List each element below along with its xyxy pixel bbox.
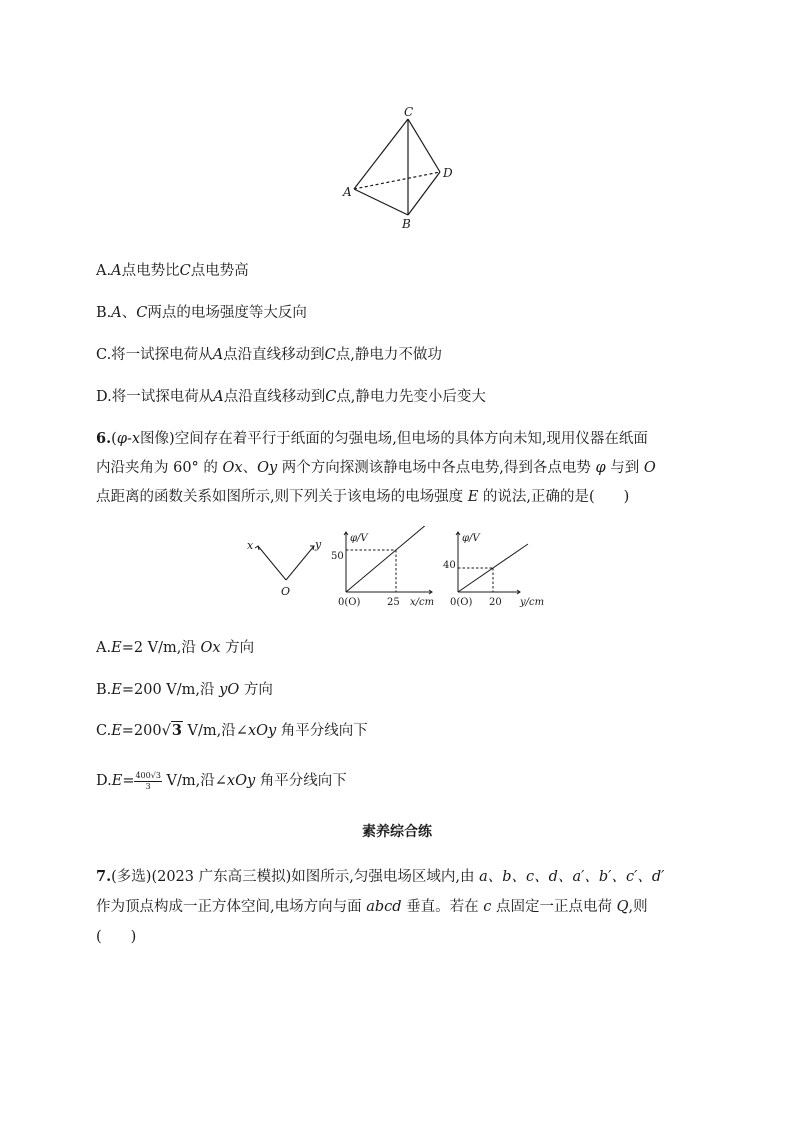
q6-stem-line3: 点距离的函数关系如图所示,则下列关于该电场的电场强度 E 的说法,正确的是( ) <box>96 489 630 505</box>
phi-y-graph <box>440 526 552 610</box>
q5-option-a: A.A点电势比C点电势高 <box>96 263 249 279</box>
q6-stem-line1: 6.(φ-x图像)空间存在着平行于纸面的匀强电场,但电场的具体方向未知,现用仪器在纸面 <box>96 430 648 447</box>
vertex-b-label: B <box>402 217 411 231</box>
graph2-ylabel: φ/V <box>462 533 480 544</box>
ox-arrow <box>255 546 259 550</box>
graph1-ytick-label: 50 <box>331 551 344 562</box>
y-axis-label: y <box>315 538 322 551</box>
q5-option-c: C.将一试探电荷从A点沿直线移动到C点,静电力不做功 <box>96 347 442 363</box>
graph1-origin-label: 0(O) <box>338 597 361 608</box>
edge-bd <box>408 172 440 215</box>
section-title: 素养综合练 <box>362 824 432 840</box>
graph1-ylabel: φ/V <box>350 533 368 544</box>
graph2-xlabel: y/cm <box>520 597 545 608</box>
q6-option-d: D.E= $\frac{400√3}{3}$ V/m,沿∠xOy 角平分线向下 <box>96 770 347 791</box>
oy-axis <box>286 546 314 580</box>
q6-stem-line2: 内沿夹角为 60° 的 Ox、Oy 两个方向探测该静电场中各点电势,得到各点电势 φ 与到 O <box>96 460 656 476</box>
q6-option-c: C.E=200√3 V/m,沿∠xOy 角平分线向下 <box>96 722 368 739</box>
ox-axis <box>258 546 286 580</box>
q5-option-b: B.A、C两点的电场强度等大反向 <box>96 305 307 321</box>
phi-x-graph <box>328 526 440 610</box>
q6-option-a: A.E=2 V/m,沿 Ox 方向 <box>96 640 255 656</box>
fraction-numerator: 400√3 <box>135 770 161 780</box>
sqrt-symbol: √ <box>161 723 171 739</box>
fraction-denominator: 3 <box>145 781 151 791</box>
edge-ad-hidden <box>354 172 440 189</box>
edge-ca <box>354 119 408 189</box>
vertex-c-label: C <box>404 105 414 119</box>
edge-cd <box>408 119 440 172</box>
q7-stem-line2: 作为顶点构成一正方体空间,电场方向与面 abcd 垂直。若在 c 点固定一正点电荷 Q,则 <box>96 899 648 915</box>
sqrt-radicand: 3 <box>171 722 182 739</box>
graph1-xlabel: x/cm <box>410 597 435 608</box>
vertex-d-label: D <box>443 166 453 180</box>
fraction <box>134 771 161 792</box>
vertex-a-label: A <box>343 185 352 199</box>
graph2-ytick-label: 40 <box>443 560 456 571</box>
origin-label: O <box>281 585 291 598</box>
q6-option-b: B.E=200 V/m,沿 yO 方向 <box>96 682 273 698</box>
q5-option-d: D.将一试探电荷从A点沿直线移动到C点,静电力先变小后变大 <box>96 389 486 405</box>
graph1-xtick-label: 25 <box>387 597 400 608</box>
q6-axes-diagram <box>244 534 334 600</box>
edge-ab <box>354 189 408 215</box>
q7-stem-line3: ( ) <box>96 929 137 945</box>
graph2-xtick-label: 20 <box>489 597 502 608</box>
q7-stem-line1: 7.(多选)(2023 广东高三模拟)如图所示,匀强电场区域内,由 a、b、c、d、a′、b′、c′、d′ <box>96 868 665 885</box>
x-axis-label: x <box>247 539 254 552</box>
graph2-origin-label: 0(O) <box>450 597 473 608</box>
tetrahedron-figure <box>330 100 470 235</box>
